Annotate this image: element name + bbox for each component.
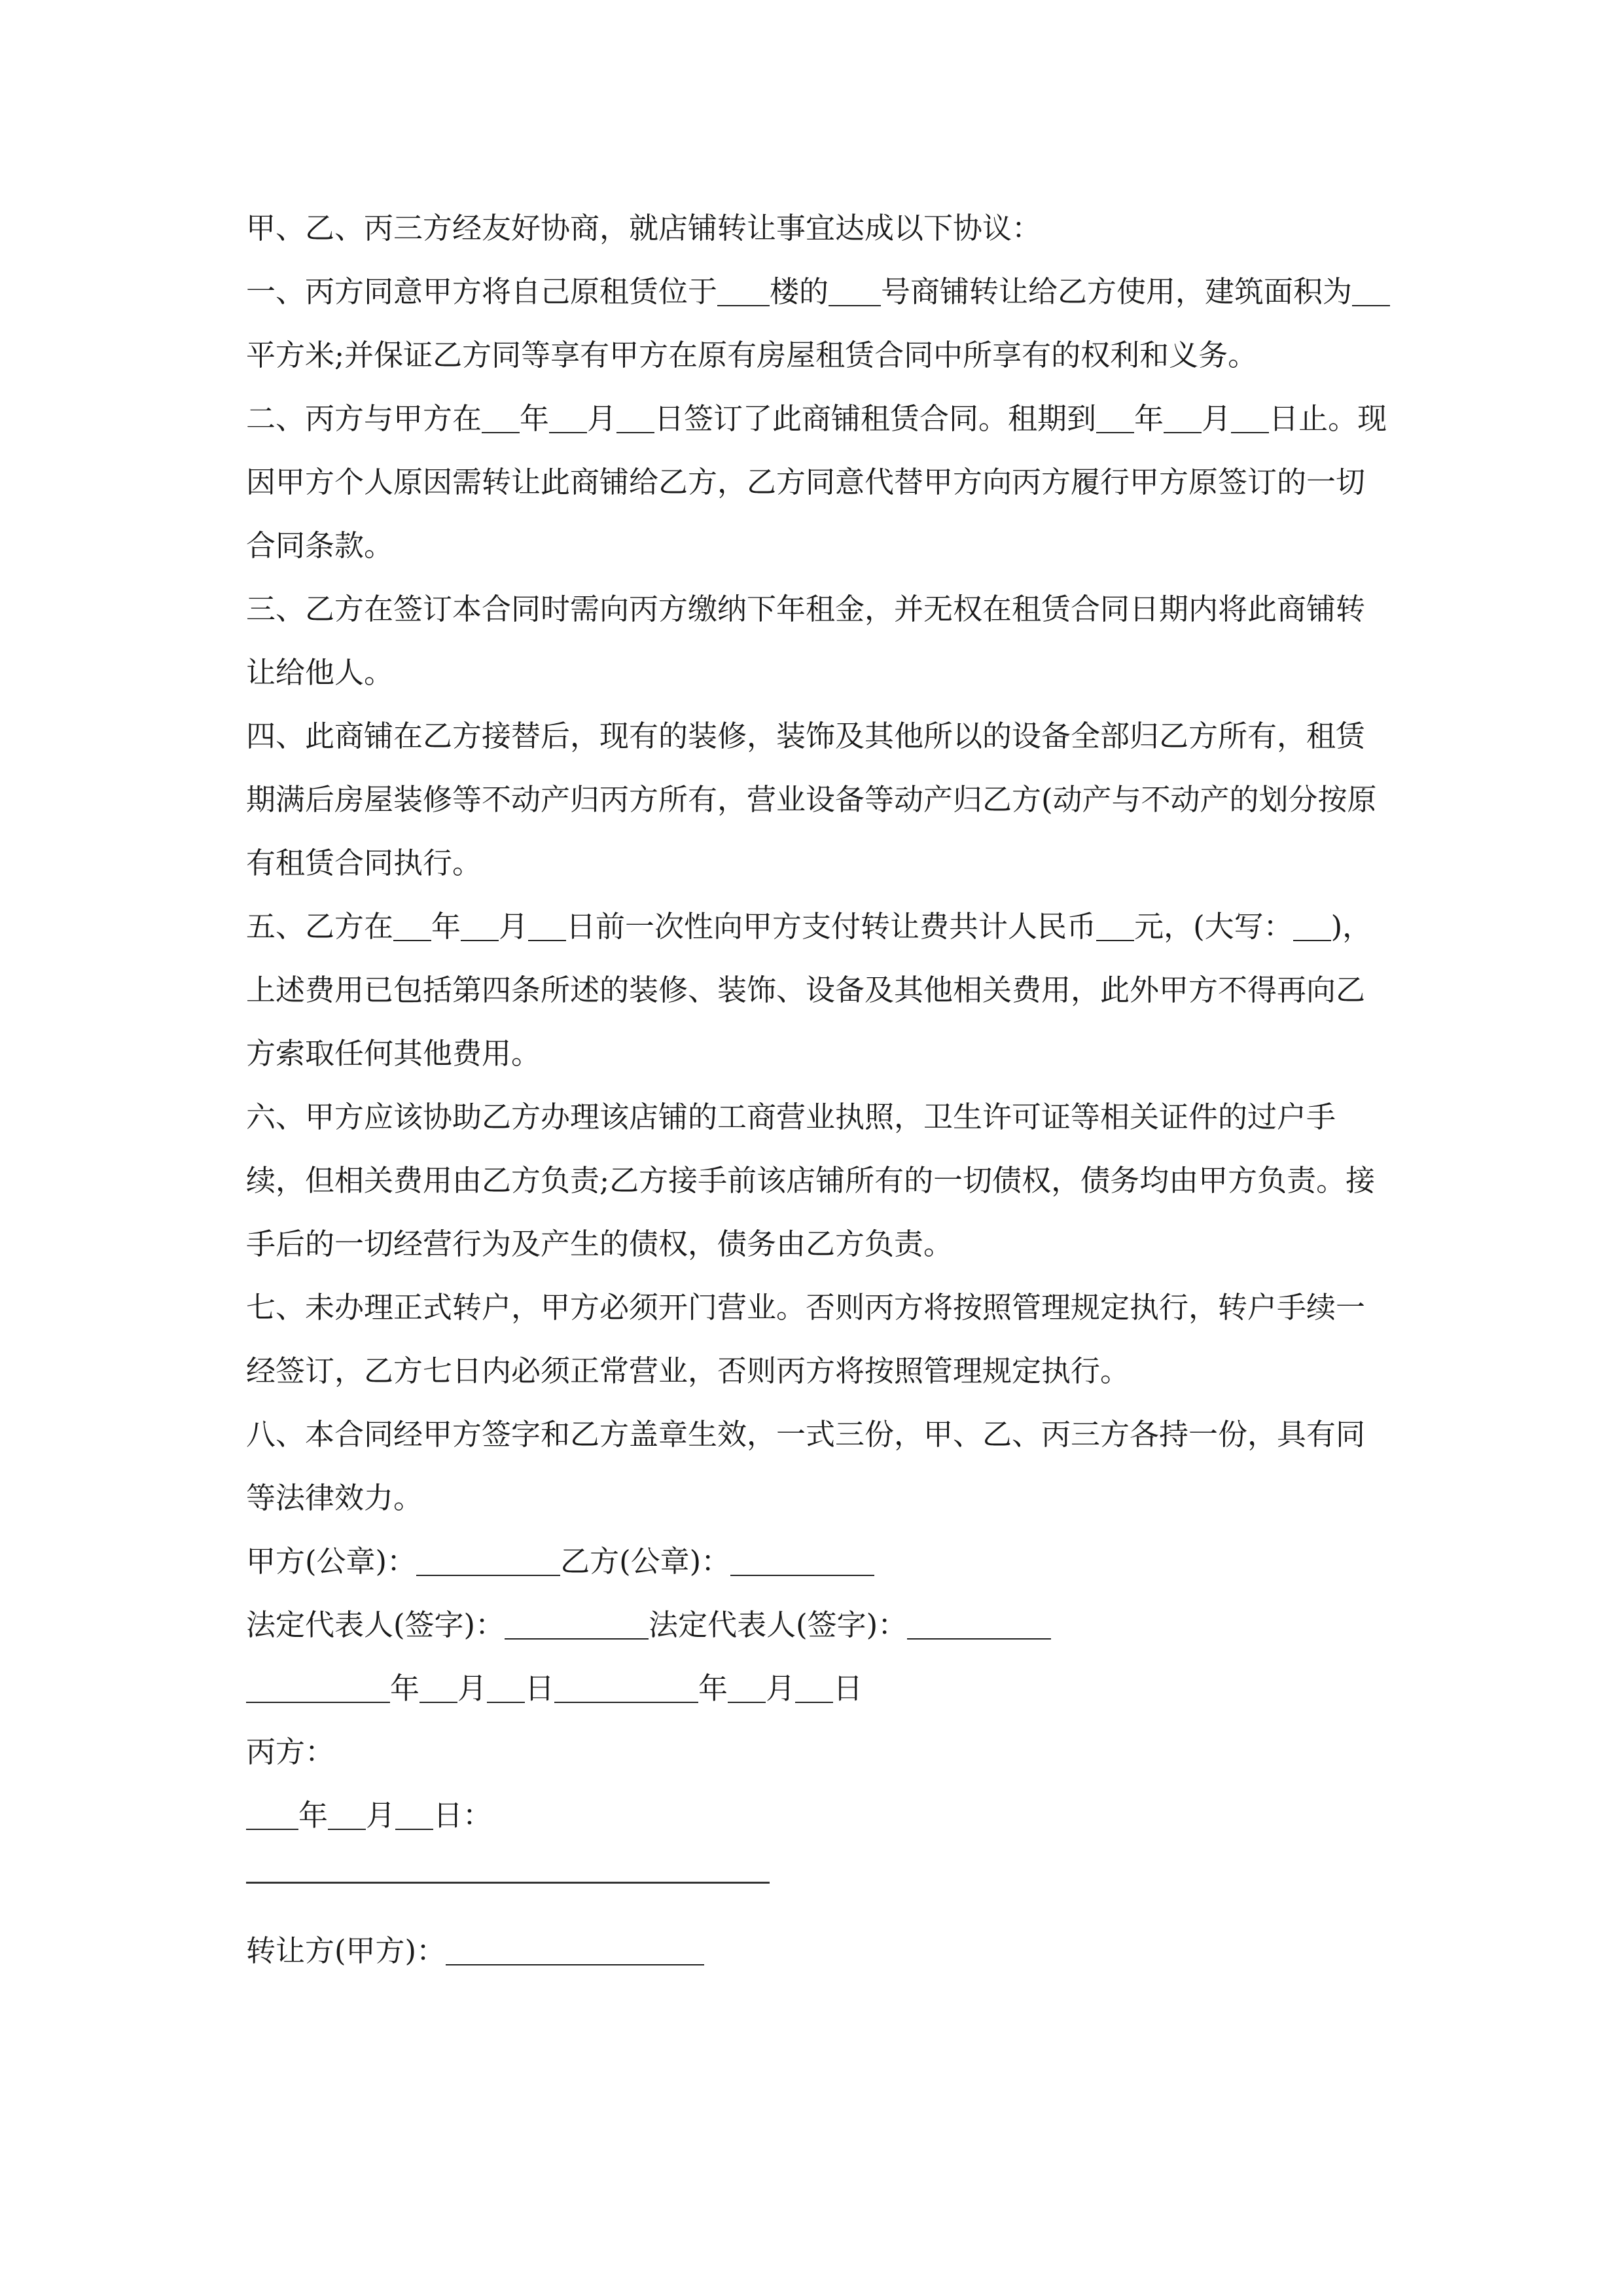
date-c-year-label: 年 (298, 1798, 329, 1833)
pay-year-blank[interactable] (393, 910, 431, 941)
legal-rep-line (246, 1593, 1391, 1657)
date-a-year-label: 年 (390, 1671, 420, 1706)
date-c-day-blank[interactable] (395, 1799, 433, 1830)
clause-5-year: 年 (431, 909, 461, 944)
end-day-blank[interactable] (1231, 403, 1269, 433)
date-c-month-blank[interactable] (328, 1799, 366, 1830)
pay-month-blank[interactable] (461, 910, 499, 941)
clause-1-text-c: 号商铺转让给乙方使用，建筑面积为 (881, 274, 1353, 309)
date-c-year-blank[interactable] (246, 1799, 298, 1830)
party-a-seal-blank[interactable] (416, 1545, 560, 1576)
sign-year-blank[interactable] (482, 403, 520, 433)
area-blank[interactable] (1352, 276, 1390, 306)
clause-6: 六、甲方应该协助乙方办理该店铺的工商营业执照，卫生许可证等相关证件的过户手续，但相关费用由乙方负责;乙方接手前该店铺所有的一切债权，债务均由甲方负责。接手后的一切经营行为及产生的债权，债务由乙方负责。 (246, 1100, 1376, 1261)
date-b-month-blank[interactable] (728, 1672, 766, 1703)
separator-rule (246, 1882, 770, 1884)
clause-5-month: 月 (499, 909, 529, 944)
clause-1-text-b: 楼的 (770, 274, 829, 309)
legal-rep-a-blank[interactable] (505, 1609, 649, 1640)
date-b-year-label: 年 (698, 1671, 728, 1706)
clause-5-text-c: 元，(大写： (1134, 909, 1293, 944)
transferor-line (246, 1919, 1391, 1982)
party-c-date-line (246, 1784, 1391, 1847)
floor-blank[interactable] (717, 276, 770, 306)
date-a-month-blank[interactable] (419, 1672, 457, 1703)
end-month-blank[interactable] (1164, 403, 1202, 433)
transferor-label: 转让方(甲方)： (246, 1933, 446, 1968)
clause-3: 三、乙方在签订本合同时需向丙方缴纳下年租金，并无权在租赁合同日期内将此商铺转让给他人。 (246, 592, 1366, 690)
date-a-day-label: 日 (525, 1671, 555, 1706)
clause-2-month-2: 月 (1202, 401, 1232, 436)
date-a-day-blank[interactable] (487, 1672, 525, 1703)
clause-5-text-b: 日前一次性向甲方支付转让费共计人民币 (566, 909, 1097, 944)
clause-2-text-c: 日止。现因甲方个人原因需转让此商铺给乙方，乙方同意代替甲方向丙方履行甲方原签订的一切合同条款。 (246, 401, 1387, 563)
party-c-line: 丙方： (246, 1734, 335, 1769)
clause-5 (246, 895, 1391, 1085)
party-a-seal-label: 甲方(公章)： (246, 1544, 417, 1579)
clause-2-text-a: 二、丙方与甲方在 (246, 401, 482, 436)
date-c-month-label: 月 (366, 1798, 396, 1833)
pay-day-blank[interactable] (528, 910, 566, 941)
seal-line (246, 1530, 1391, 1593)
legal-rep-a-label: 法定代表人(签字)： (246, 1607, 505, 1642)
sign-day-blank[interactable] (616, 403, 654, 433)
shop-number-blank[interactable] (829, 276, 881, 306)
clause-2-month: 月 (587, 401, 617, 436)
clause-1-text-d: 平方米;并保证乙方同等享有甲方在原有房屋租赁合同中所享有的权利和义务。 (246, 338, 1258, 372)
clause-4: 四、此商铺在乙方接替后，现有的装修，装饰及其他所以的设备全部归乙方所有，租赁期满后房屋装修等不动产归丙方所有，营业设备等动产归乙方(动产与不动产的划分按原有租赁合同执行。 (246, 719, 1377, 880)
clause-1 (246, 260, 1391, 387)
date-b-day-label: 日 (833, 1671, 863, 1706)
clause-7: 七、未办理正式转户，甲方必须开门营业。否则丙方将按照管理规定执行，转户手续一经签订，乙方七日内必须正常营业，否则丙方将按照管理规定执行。 (246, 1290, 1366, 1388)
legal-rep-b-label: 法定代表人(签字)： (649, 1607, 908, 1642)
date-b-day-blank[interactable] (795, 1672, 833, 1703)
clause-2 (246, 387, 1391, 577)
intro-paragraph: 甲、乙、丙三方经友好协商，就店铺转让事宜达成以下协议： (246, 211, 1042, 245)
clause-5-text-a: 五、乙方在 (246, 909, 394, 944)
date-a-month-label: 月 (457, 1671, 488, 1706)
end-year-blank[interactable] (1096, 403, 1134, 433)
party-b-seal-blank[interactable] (730, 1545, 874, 1576)
date-b-month-label: 月 (766, 1671, 796, 1706)
amount-in-words-blank[interactable] (1293, 910, 1331, 941)
party-b-seal-label: 乙方(公章)： (560, 1544, 731, 1579)
date-a-year-blank[interactable] (246, 1672, 390, 1703)
contract-body (246, 196, 1391, 1982)
separator-row (246, 1847, 1391, 1910)
clause-2-text-b: 日签订了此商铺租赁合同。租期到 (654, 401, 1097, 436)
date-b-year-blank[interactable] (554, 1672, 698, 1703)
clause-1-text-a: 一、丙方同意甲方将自己原租赁位于 (246, 274, 718, 309)
legal-rep-b-blank[interactable] (907, 1609, 1051, 1640)
clause-5-text-d: )，上述费用已包括第四条所述的装修、装饰、设备及其他相关费用，此外甲方不得再向乙方索取任何其他费用。 (246, 909, 1372, 1071)
date-c-day-label: 日： (433, 1798, 493, 1833)
clause-2-year-2: 年 (1134, 401, 1164, 436)
sign-month-blank[interactable] (549, 403, 587, 433)
amount-blank[interactable] (1096, 910, 1134, 941)
clause-2-year: 年 (520, 401, 550, 436)
date-line (246, 1657, 1391, 1720)
transferor-blank[interactable] (446, 1935, 704, 1965)
clause-8: 八、本合同经甲方签字和乙方盖章生效，一式三份，甲、乙、丙三方各持一份，具有同等法律效力。 (246, 1417, 1366, 1515)
